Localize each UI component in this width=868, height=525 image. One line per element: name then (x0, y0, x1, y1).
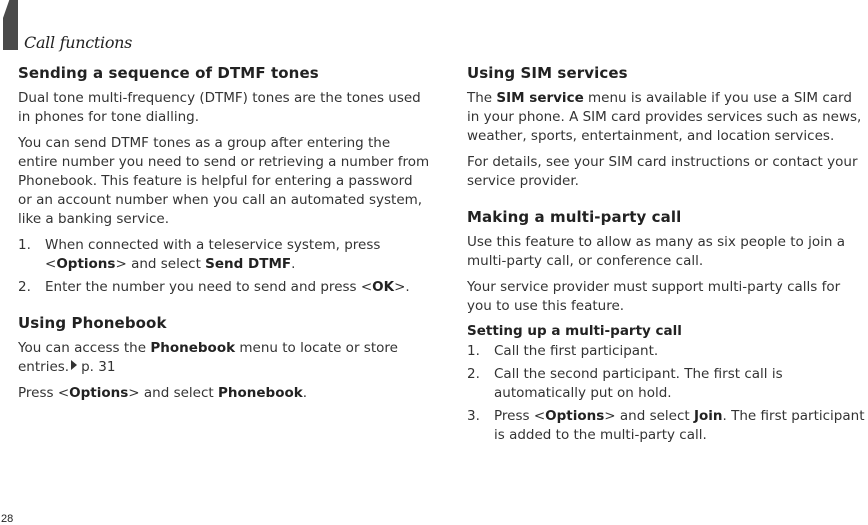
multiparty-steps (467, 342, 868, 445)
list-item: 2. Call the second participant. The first call is automatically put on hold. (467, 366, 783, 401)
page-number: 28 (1, 513, 14, 525)
right-column (467, 64, 868, 452)
page-reference: p. 31 (81, 359, 116, 375)
step-number: 1. (18, 237, 31, 253)
list-item: 3. Press <Options> and select Join. The first participant is added to the multi-party call. (467, 408, 865, 443)
header-tab-marker (3, 0, 18, 50)
chapter-title: Call functions (24, 33, 133, 52)
list-item: 1. Call the first participant. (467, 343, 659, 359)
multiparty-intro: Use this feature to allow as many as six people to join a multi-party call, or conference call. (467, 234, 845, 269)
step-number: 2. (18, 279, 31, 295)
dtmf-intro: Dual tone multi-frequency (DTMF) tones are the tones used in phones for tone dialling. (18, 90, 421, 125)
list-item: 1. When connected with a teleservice system, press <Options> and select Send DTMF. (18, 237, 381, 272)
dtmf-steps (18, 236, 430, 297)
list-item: 2. Enter the number you need to send and press <OK>. (18, 279, 410, 295)
phonebook-heading: Using Phonebook (18, 314, 167, 332)
phonebook-access: You can access the Phonebook menu to locate or store entries. p. 31 (18, 340, 398, 375)
sim-heading: Using SIM services (467, 64, 628, 82)
phonebook-instruction: Press <Options> and select Phonebook. (18, 385, 308, 401)
sim-details: For details, see your SIM card instructions or contact your service provider. (467, 154, 858, 189)
step-number: 3. (467, 408, 480, 424)
multiparty-subheading: Setting up a multi-party call (467, 323, 682, 339)
step-number: 1. (467, 343, 480, 359)
step-number: 2. (467, 366, 480, 382)
sim-intro: The SIM service menu is available if you use a SIM card in your phone. A SIM card provides services such as news, weather, sports, entertainment, and location services. (467, 90, 862, 144)
dtmf-description: You can send DTMF tones as a group after entering the entire number you need to send or retrieving a number from Phonebook. This feature is helpful for entering a password or an account number when you call an automated system, like a banking service. (18, 135, 430, 227)
dtmf-heading: Sending a sequence of DTMF tones (18, 64, 319, 82)
multiparty-heading: Making a multi-party call (467, 208, 682, 226)
left-column (18, 64, 430, 410)
multiparty-requirement: Your service provider must support multi-party calls for you to use this feature. (467, 279, 841, 314)
page-reference-arrow-icon (71, 360, 77, 370)
